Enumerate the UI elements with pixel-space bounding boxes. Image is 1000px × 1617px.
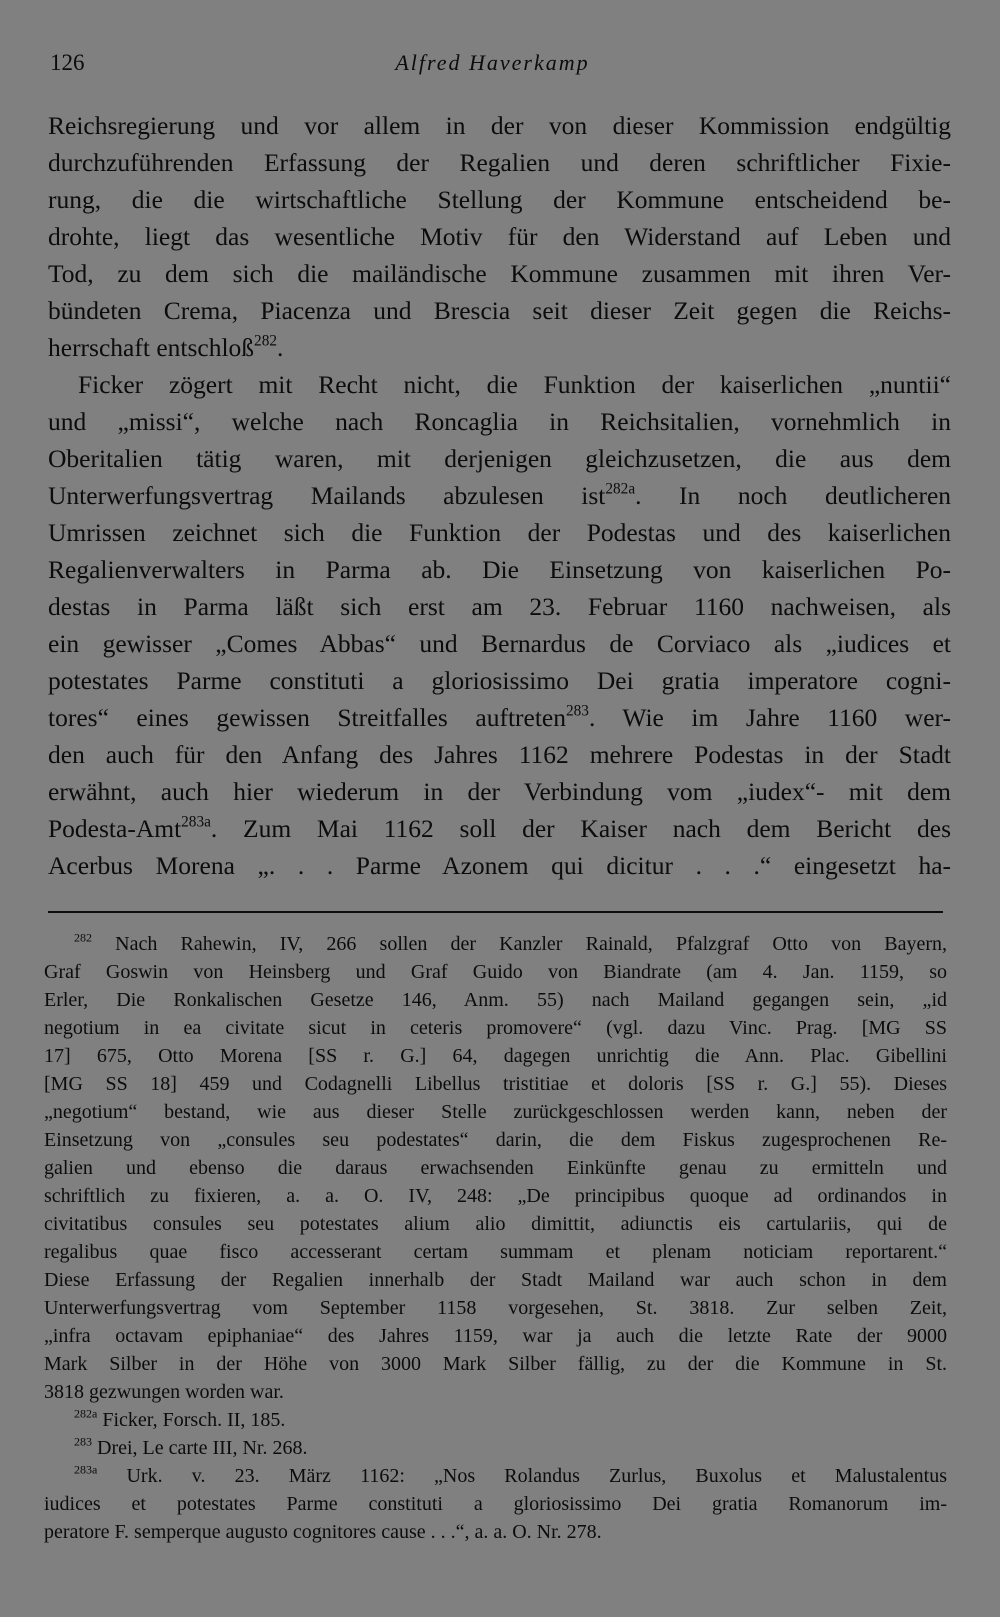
footnote-marker: 282	[74, 930, 92, 945]
footnote-line: Diese Erfassung der Regalien innerhalb der Stadt Mailand war auch schon in dem	[44, 1269, 947, 1291]
text-fragment: .	[277, 333, 284, 362]
text-line: drohte, liegt das wesentliche Motiv für den Widerstand auf Leben und	[48, 222, 951, 251]
text-line: rung, die die wirtschaftliche Stellung der Kommune entscheidend be-	[48, 185, 951, 214]
text-line: Regalienverwalters in Parma ab. Die Einsetzung von kaiserlichen Po-	[48, 555, 951, 584]
footnote-283	[44, 1434, 947, 1462]
footnote-text: Urk. v. 23. März 1162: „Nos Rolandus Zurlus, Buxolus et Malustalentus	[126, 1465, 948, 1487]
text-line: erwähnt, auch hier wiederum in der Verbindung vom „iudex“- mit dem	[48, 777, 951, 806]
footnote-marker: 283a	[74, 1462, 98, 1477]
text-line: durchzuführenden Erfassung der Regalien und deren schriftlicher Fixie-	[48, 148, 951, 177]
text-fragment: Unterwerfungsvertrag Mailands abzulesen ist	[48, 481, 606, 510]
footnote-text: Ficker, Forsch. II, 185.	[102, 1409, 286, 1431]
running-head: Alfred Haverkamp	[395, 50, 590, 75]
text-fragment: herrschaft entschloß	[48, 333, 255, 362]
footnote-divider	[48, 911, 943, 913]
footnote-line: „infra octavam epiphaniae“ des Jahres 1159, war ja auch die letzte Rate der 9000	[44, 1325, 947, 1347]
footnote-ref-283: 283	[566, 702, 589, 720]
text-line: bündeten Crema, Piacenza und Brescia seit dieser Zeit gegen die Reichs-	[48, 296, 951, 325]
footnote-line: schriftlich zu fixieren, a. a. O. IV, 248: „De principibus quoque ad ordinandos in	[44, 1185, 947, 1207]
footnote-line: 17] 675, Otto Morena [SS r. G.] 64, dagegen unrichtig die Ann. Plac. Gibellini	[44, 1045, 947, 1067]
text-line: potestates Parme constituti a gloriosissimo Dei gratia imperatore cogni-	[48, 666, 951, 695]
footnote-line: Unterwerfungsvertrag vom September 1158 vorgesehen, St. 3818. Zur selben Zeit,	[44, 1297, 947, 1319]
footnote-text: Drei, Le carte III, Nr. 268.	[97, 1437, 308, 1459]
text-fragment: . In noch deutlicheren	[635, 481, 952, 510]
footnote-282a	[44, 1406, 947, 1434]
footnote-text: Nach Rahewin, IV, 266 sollen der Kanzler Rainald, Pfalzgraf Otto von Bayern,	[115, 933, 948, 955]
footnote-line: regalibus quae fisco accesserant certam summam et plenam noticiam reportarent.“	[44, 1241, 947, 1263]
main-text	[48, 107, 951, 884]
footnote-282	[44, 930, 947, 958]
text-line: ein gewisser „Comes Abbas“ und Bernardus de Corviaco als „iudices et	[48, 629, 951, 658]
footnote-line: Graf Goswin von Heinsberg und Graf Guido von Biandrate (am 4. Jan. 1159, so	[44, 961, 947, 983]
text-line: Ficker zögert mit Recht nicht, die Funktion der kaiserlichen „nuntii“	[78, 370, 951, 399]
page-header	[50, 50, 935, 84]
text-line	[48, 329, 951, 366]
footnote-line: 3818 gezwungen worden war.	[44, 1381, 284, 1403]
text-fragment: . Zum Mai 1162 soll der Kaiser nach dem Bericht des	[210, 814, 951, 843]
text-fragment: Podesta-Amt	[48, 814, 182, 843]
footnote-ref-283a: 283a	[181, 813, 211, 831]
footnote-ref-282a: 282a	[605, 480, 636, 498]
text-line	[48, 699, 951, 736]
text-line	[48, 477, 951, 514]
text-fragment: . Wie im Jahre 1160 wer-	[588, 703, 951, 732]
footnote-line: negotium in ea civitate sicut in ceteris promovere“ (vgl. dazu Vinc. Prag. [MG SS	[44, 1017, 947, 1039]
footnote-line: Erler, Die Ronkalischen Gesetze 146, Anm. 55) nach Mailand gegangen sein, „id	[44, 989, 947, 1011]
footnote-line: galien und ebenso die daraus erwachsenden Einkünfte genau zu ermitteln und	[44, 1157, 947, 1179]
text-line: Oberitalien tätig waren, mit derjenigen gleichzusetzen, die aus dem	[48, 444, 951, 473]
page-number: 126	[50, 50, 85, 75]
footnote-ref-282: 282	[254, 332, 277, 350]
text-fragment: tores“ eines gewissen Streitfalles auftreten	[48, 703, 566, 732]
footnote-line: civitatibus consules seu potestates alium alio dimittit, adiunctis eis cartulariis, qui de	[44, 1213, 947, 1235]
footnote-line: peratore F. semperque augusto cognitores cause . . .“, a. a. O. Nr. 278.	[44, 1521, 602, 1543]
text-line	[48, 810, 951, 847]
footnote-line: „negotium“ bestand, wie aus dieser Stelle zurückgeschlossen werden kann, neben der	[44, 1101, 947, 1123]
footnote-line: Mark Silber in der Höhe von 3000 Mark Silber fällig, zu der die Kommune in St.	[44, 1353, 947, 1375]
text-line: den auch für den Anfang des Jahres 1162 mehrere Podestas in der Stadt	[48, 740, 951, 769]
text-line: destas in Parma läßt sich erst am 23. Februar 1160 nachweisen, als	[48, 592, 951, 621]
footnotes	[44, 930, 947, 1546]
footnote-line: Einsetzung von „consules seu podestates“ darin, die dem Fiskus zugesprochenen Re-	[44, 1129, 947, 1151]
text-line: und „missi“, welche nach Roncaglia in Reichsitalien, vornehmlich in	[48, 407, 951, 436]
footnote-line: [MG SS 18] 459 und Codagnelli Libellus tristitiae et doloris [SS r. G.] 55). Dieses	[44, 1073, 947, 1095]
footnote-283a	[44, 1462, 947, 1490]
text-line: Tod, zu dem sich die mailändische Kommune zusammen mit ihren Ver-	[48, 259, 951, 288]
footnote-line: iudices et potestates Parme constituti a gloriosissimo Dei gratia Romanorum im-	[44, 1493, 947, 1515]
footnote-marker: 283	[74, 1434, 92, 1449]
text-line: Acerbus Morena „. . . Parme Azonem qui dicitur . . .“ eingesetzt ha-	[48, 851, 951, 880]
text-line: Umrissen zeichnet sich die Funktion der Podestas und des kaiserlichen	[48, 518, 951, 547]
text-line: Reichsregierung und vor allem in der von dieser Kommission endgültig	[48, 111, 951, 140]
footnote-marker: 282a	[74, 1406, 98, 1421]
